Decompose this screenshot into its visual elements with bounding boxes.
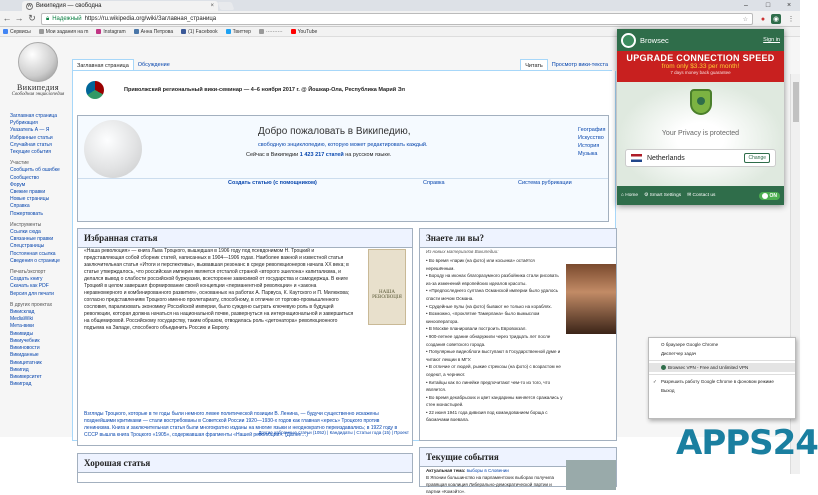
location-name: Netherlands xyxy=(647,154,685,162)
close-window-button[interactable]: × xyxy=(786,2,792,9)
did-you-know-item: • В Москве планировали построить Евровокзал. xyxy=(426,325,564,333)
back-icon[interactable]: ← xyxy=(2,13,12,23)
sidebar-link[interactable]: MediaWiki xyxy=(10,316,34,323)
menu-item-exit[interactable]: Выход xyxy=(661,388,675,393)
did-you-know-item: • Популярные видеоблоги выступают в Государственной думе и читают лекции в МГУ. xyxy=(426,348,564,363)
doc-icon xyxy=(39,29,44,34)
main-content xyxy=(72,71,616,494)
welcome-title: Добро пожаловать в Википедию, xyxy=(258,126,411,137)
actual-topic: Актуальная тема: выборы в Словении xyxy=(426,468,509,473)
instagram-icon xyxy=(96,29,101,34)
chrome-menu-icon[interactable]: ⋮ xyxy=(787,16,795,23)
bookmark-twitter[interactable]: Твиттер xyxy=(226,29,251,35)
did-you-know-heading: Знаете ли вы? xyxy=(420,229,616,248)
vk-icon xyxy=(134,29,139,34)
wikipedia-favicon-icon: W xyxy=(27,3,32,9)
scrollbar-thumb[interactable] xyxy=(793,82,799,122)
did-you-know-item: • 22 июня 1941 года дивизия под командованием борща с басмачами воевала. xyxy=(426,409,564,424)
sidebar-link[interactable]: Рубрикация xyxy=(10,120,38,127)
sidebar-link[interactable]: Сообщить об ошибке xyxy=(10,167,60,174)
contact-us-button[interactable]: ✉ Contact us xyxy=(687,193,716,198)
article-count-value[interactable]: 1 423 217 статей xyxy=(299,152,344,158)
sidebar-link[interactable]: Справка xyxy=(10,203,30,210)
menu-item-background-mode[interactable]: ✓ Разрешить работу Google Chrome в фоновом режиме xyxy=(649,377,795,386)
did-you-know-item: • Во время «парик (на фото) или косынка» остаётся нерешённым. xyxy=(426,257,564,272)
bookmark-tasks[interactable]: Мои задания на m xyxy=(39,29,89,35)
puzzle-globe-icon xyxy=(18,42,58,82)
sidebar-link[interactable]: Версия для печати xyxy=(10,290,54,297)
gear-icon: ⚙ xyxy=(644,193,650,198)
sidebar-link[interactable]: Викисклад xyxy=(10,309,35,316)
netherlands-flag-icon xyxy=(631,154,642,162)
tab-main-page[interactable]: Заглавная страница xyxy=(72,59,134,70)
did-you-know-item: • Срудейные пулы (на фото) бывают не только на кораблях. xyxy=(426,303,564,311)
good-article-box xyxy=(77,453,413,483)
did-you-know-box xyxy=(419,228,617,441)
extension-icon[interactable]: ● xyxy=(760,15,766,23)
menu-item-about-chrome[interactable]: О браузере Google Chrome xyxy=(661,342,719,347)
news-item: В Японии большинство на парламентских выборах получила правящая коалиция Либерально-демократической партии и партии «Комэйто». xyxy=(426,475,555,494)
apps-icon xyxy=(3,29,8,34)
banner-text: Приволжский региональный вики-семинар — 4–6 ноября 2017 г. @ Йошкар-Ола, Республика Марий Эл xyxy=(124,87,405,93)
sidebar-link[interactable]: Сообщество xyxy=(10,174,40,181)
sidebar-link[interactable]: Викигид xyxy=(10,366,29,373)
mail-icon: ✉ xyxy=(687,193,693,198)
wikipedia-logo[interactable] xyxy=(10,42,66,97)
tab-talk[interactable]: Обсуждение xyxy=(137,62,170,68)
featured-article-text: «Наша революция» — книга Льва Троцкого, вышедшая в 1906 году под псевдонимом Н. Троцкий и представляющая собой сборник статей, написанных в 1904—1906 годах. Наиболее важной и известной статья заключительная статья «Итоги и перспективы», вызвавшая резонанс в среде революционеров начала XX века; в статье утверждалось, что российская империя является отсталой страной «второго эшелона» капитализма, и делался вывод о слабости российской буржуазии, всесторонне зависимой от государства и самодержца. В книге Троцкий в целом завершил формирование своей концепции «перманентной революции» и «закона неравномерного и комбинированного развития», основанных на работах А. Парвуса, К. Каутского и П. Милюкова; согласно представлениям Троцкого именно пролетариату, способному, в отличие от торгово-промышленного сословия, парализовать экономику Российской империи, было суждено сыграть ключевую роль в будущей революции, которая должна начаться на национальной почве, развернуться на интернациональной и завершиться на общемировой. Российскому государству, таким образом, отводилась роль «детонатора» революционного подъема на Западе, способного объединить Россию и Европу. xyxy=(84,248,354,331)
facebook-icon xyxy=(181,29,186,34)
forward-icon[interactable]: → xyxy=(14,13,24,23)
browsec-extension-icon[interactable]: ◉ xyxy=(772,16,780,23)
featured-article-heading: Избранная статья xyxy=(78,229,412,248)
sidebar-link[interactable]: Пожертвовать xyxy=(10,210,43,217)
sidebar-link[interactable]: Связанные правки xyxy=(10,236,54,243)
sidebar-link[interactable]: Новые страницы xyxy=(10,196,50,203)
did-you-know-item: • В отличие от людей, рыжие стрекозы (на фото) с возрастом не седеют, а чернеют. xyxy=(426,363,564,378)
browser-tab[interactable] xyxy=(22,1,218,11)
sidebar-link[interactable]: Викиград xyxy=(10,381,32,388)
change-location-button[interactable]: Change xyxy=(744,153,770,163)
article-count: Сейчас в Википедии 1 423 217 статей на русском языке. xyxy=(246,152,392,158)
youtube-icon xyxy=(291,29,296,34)
sidebar-link[interactable]: Случайная статья xyxy=(10,141,52,148)
sidebar-link[interactable]: Сведения о странице xyxy=(10,257,60,264)
portals-list xyxy=(578,126,605,158)
sidebar-link[interactable]: Викиновости xyxy=(10,345,40,352)
tab-close-icon[interactable]: × xyxy=(210,3,214,9)
maximize-button[interactable]: □ xyxy=(765,2,771,9)
sidebar-heading: Участие xyxy=(10,160,29,167)
sidebar-link[interactable]: Создать книгу xyxy=(10,276,43,283)
smart-settings-button[interactable]: ⚙ Smart Settings xyxy=(644,193,682,198)
portrait-image[interactable] xyxy=(566,264,616,334)
did-you-know-item: • Возможно, «проклятие Тамерлана» было вымыслом кинооператора. xyxy=(426,310,564,325)
sidebar-link[interactable]: Избранные статьи xyxy=(10,134,53,141)
portal-link[interactable]: История xyxy=(578,143,600,149)
upgrade-title: UPGRADE CONNECTION SPEED xyxy=(626,53,775,63)
url-text: https://ru.wikipedia.org/wiki/Заглавная_страница xyxy=(84,16,217,22)
apps24-watermark: APPS24 xyxy=(676,423,818,463)
did-you-know-item: • «Предпоследнего султана Османской империи было удалось спасти мечом Османа. xyxy=(426,287,564,302)
url-field[interactable] xyxy=(41,13,753,25)
featured-article-footer[interactable]: Другие избранные статьи (1052) | Кандидаты | Статьи года (15) | Проект xyxy=(258,430,409,435)
home-icon: ⌂ xyxy=(621,193,626,198)
wikimedia-logo-icon xyxy=(86,81,104,99)
bookmark-facebook[interactable]: (1) Facebook xyxy=(181,29,217,35)
shield-icon xyxy=(690,89,712,115)
secure-label: Надежный xyxy=(52,16,82,22)
lock-icon: 🔒︎ xyxy=(46,15,50,22)
menu-separator xyxy=(649,360,795,361)
did-you-know-item: • Бороду на иконах благоразумного разбойника стали рисовать из-за изменений европейских идеалов красоты. xyxy=(426,272,564,287)
good-article-heading: Хорошая статья xyxy=(78,454,412,473)
sidebar-link[interactable]: Текущие события xyxy=(10,149,51,156)
featured-article-text-2: Взгляды Троцкого, которые в те годы были немного левее политической позиции В. Ленина, — будучи существенно искажены позднейшими критиками — стали востребованы в Советской России 1920—1930-х годов как главная «ересь» Троцкого против ленинизма. Книга и заключительная статья были многократно изданы на многие языки и неоднократно переиздавались; в 1922 году в СССР вышла книга Троцкого «1905», содержавшая фрагменты «Нашей революции». (Далее…) xyxy=(84,411,398,438)
sidebar-link[interactable]: Мета-вики xyxy=(10,323,34,330)
browsec-title: Browsec xyxy=(640,35,669,45)
home-button[interactable]: ⌂ Home xyxy=(621,193,639,198)
browsec-header xyxy=(617,29,784,51)
bookmark-youtube[interactable]: YouTube xyxy=(291,29,318,35)
sidebar-link[interactable]: Викиданные xyxy=(10,352,39,359)
vpn-toggle[interactable]: ON xyxy=(759,192,781,200)
welcome-actions xyxy=(78,178,608,187)
current-events-box xyxy=(419,447,617,494)
context-menu xyxy=(648,337,796,419)
upgrade-guarantee: 7 days money back guarantee xyxy=(670,70,731,75)
sidebar-link[interactable]: Викиучебник xyxy=(10,337,40,344)
create-article-link[interactable]: Создать статью (с помощником) xyxy=(228,180,317,186)
star-icon[interactable]: ☆ xyxy=(742,16,748,23)
help-link[interactable]: Справка xyxy=(423,180,445,186)
upgrade-banner[interactable] xyxy=(617,51,784,82)
sidebar-heading: Инструменты xyxy=(10,221,42,228)
sidebar-link[interactable]: Викивиды xyxy=(10,330,34,337)
did-you-know-item: • Китайцы как по линейке предпочитают чем-то из того, что является. xyxy=(426,379,564,394)
featured-article-box xyxy=(77,228,413,446)
upgrade-price: from only $3.33 per month! xyxy=(661,63,740,70)
tab-bar xyxy=(0,0,800,11)
current-events-heading: Текущие события xyxy=(420,448,616,467)
book-cover-image[interactable]: НАША РЕВОЛЮЦІЯ xyxy=(368,249,406,325)
news-image[interactable] xyxy=(566,460,616,490)
browsec-footer xyxy=(617,186,784,205)
reload-icon[interactable]: ↻ xyxy=(28,13,36,23)
tab-title: Википедия — свободна xyxy=(36,3,102,9)
bookmark-instagram[interactable]: Instagram xyxy=(96,29,125,35)
address-bar xyxy=(0,11,800,27)
sidebar-link[interactable]: Ссылки сюда xyxy=(10,229,41,236)
sidebar xyxy=(10,113,70,388)
tab-read[interactable]: Читать xyxy=(520,59,548,70)
sidebar-link[interactable]: Указатель А — Я xyxy=(10,127,50,134)
logo-title: Википедия xyxy=(16,83,60,92)
browsec-status xyxy=(617,82,784,186)
tab-view-source[interactable]: Просмотр вики-текста xyxy=(551,62,608,68)
event-banner[interactable] xyxy=(86,79,611,101)
minimize-button[interactable]: – xyxy=(744,2,748,9)
did-you-know-source: Из новых материалов Википедии: xyxy=(426,249,499,254)
location-selector[interactable] xyxy=(625,149,776,167)
menu-item-browsec[interactable]: Browsec VPN - Free and Unlimited VPN xyxy=(649,363,795,372)
sidebar-link[interactable]: Викиверситет xyxy=(10,373,42,380)
puzzle-globe-watermark-icon xyxy=(84,120,142,178)
bookmark-apps[interactable]: Сервисы xyxy=(3,29,31,35)
sidebar-link[interactable]: Постоянная ссылка xyxy=(10,250,56,257)
portal-link[interactable]: Искусство xyxy=(578,135,604,141)
privacy-status: Your Privacy is protected xyxy=(661,130,740,137)
bookmark-hidden[interactable]: ·········· xyxy=(259,29,283,35)
sidebar-link[interactable]: Скачать как PDF xyxy=(10,283,49,290)
did-you-know-item: • Во время декабрьских и цвет кандарины меняется сражались у стен монастырей. xyxy=(426,394,564,409)
bookmark-anna[interactable]: Анна Петрова xyxy=(134,29,173,35)
rubric-system-link[interactable]: Система рубрикации xyxy=(518,180,572,186)
page-icon xyxy=(259,29,264,34)
menu-separator xyxy=(649,374,795,375)
welcome-subtitle[interactable]: свободную энциклопедию, которую может редактировать каждый. xyxy=(258,142,428,148)
browsec-popup xyxy=(617,29,784,205)
browsec-globe-icon xyxy=(621,33,636,48)
sidebar-link[interactable]: Свежие правки xyxy=(10,189,46,196)
sidebar-link[interactable]: Форум xyxy=(10,181,26,188)
portal-link[interactable]: Музыка xyxy=(578,151,598,157)
sidebar-heading: Печать/экспорт xyxy=(10,269,46,276)
logo-subtitle: Свободная энциклопедия xyxy=(11,92,65,97)
toggle-knob xyxy=(762,193,768,199)
welcome-box xyxy=(77,115,609,222)
sidebar-link[interactable]: Спецстраницы xyxy=(10,243,45,250)
new-tab-button[interactable] xyxy=(218,2,235,10)
did-you-know-list xyxy=(420,255,570,426)
browsec-icon xyxy=(661,365,666,370)
portal-link[interactable]: География xyxy=(578,127,606,133)
sidebar-heading: В других проектах xyxy=(10,301,53,308)
page-tabs xyxy=(72,59,612,71)
menu-item-task-manager[interactable]: Диспетчер задач xyxy=(661,351,697,356)
twitter-icon xyxy=(226,29,231,34)
sidebar-link[interactable]: Викицитатник xyxy=(10,359,42,366)
sidebar-link[interactable]: Заглавная страница xyxy=(10,113,58,119)
sign-in-link[interactable]: Sign in xyxy=(763,37,780,43)
did-you-know-item: • 900-летнее здание обнаружили через тридцать лет после создания советского города. xyxy=(426,333,564,348)
